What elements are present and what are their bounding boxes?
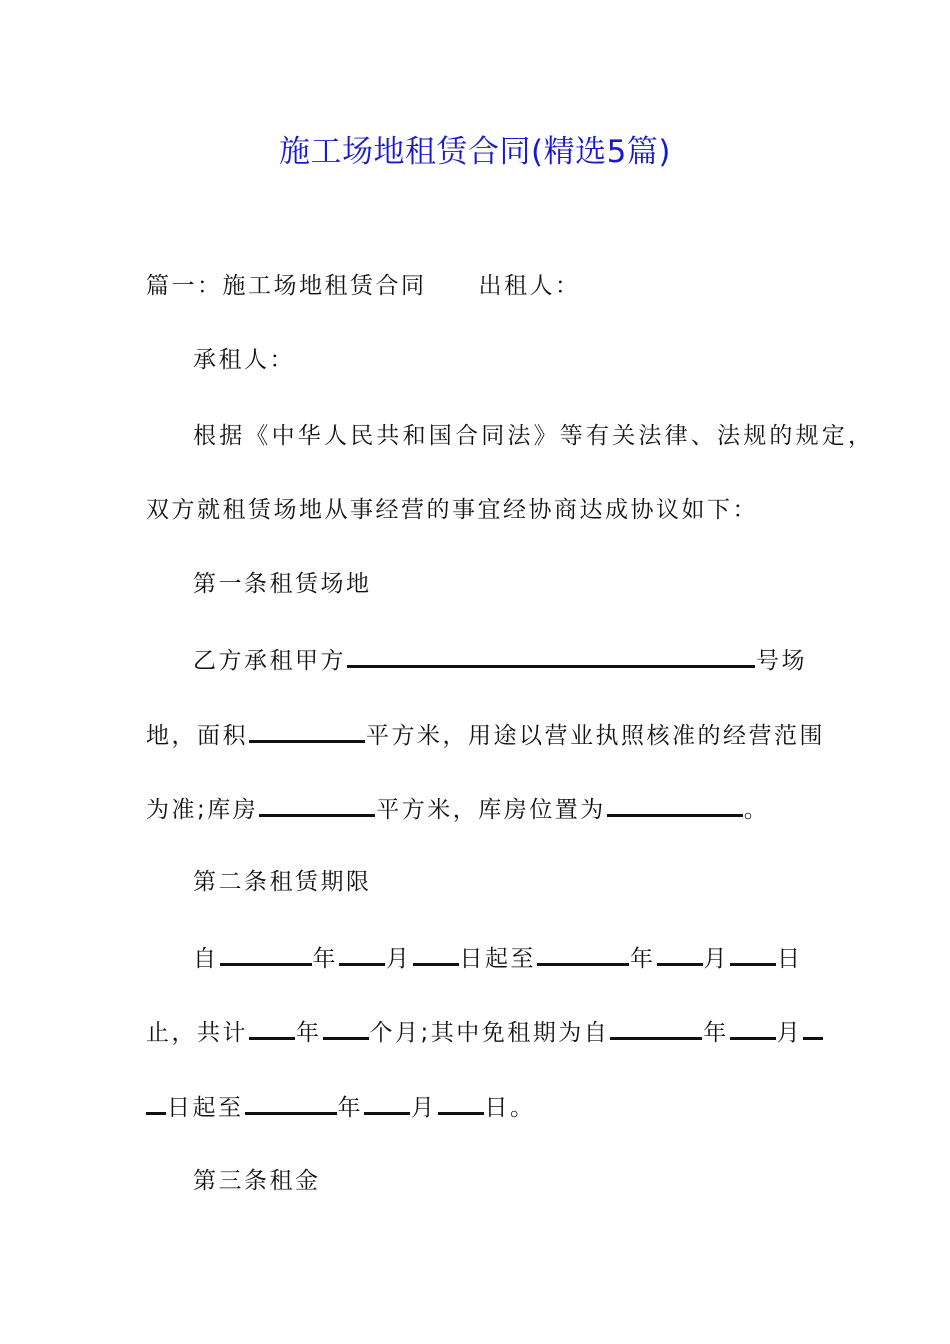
clause-text: 月 — [386, 946, 412, 972]
clause-text: 日 — [777, 946, 803, 972]
clause-text: 年 — [703, 1020, 729, 1046]
fill-blank — [146, 1090, 166, 1115]
clause-text: 年 — [337, 1095, 363, 1121]
fill-blank — [803, 1015, 823, 1040]
clause-text: 月 — [411, 1095, 437, 1121]
clause-text: 为准;库房 — [146, 797, 259, 823]
clause-text: 日起至 — [459, 946, 536, 972]
clause-text: 止，共计 — [146, 1020, 248, 1046]
clause-text: 月 — [703, 946, 729, 972]
clause-text: 日起至 — [167, 1095, 244, 1121]
clause-line — [146, 1090, 826, 1124]
article-1-heading: 第一条租赁场地 — [193, 571, 372, 597]
section-heading-line — [146, 270, 826, 302]
fill-blank — [249, 718, 365, 743]
fill-blank — [245, 1090, 337, 1115]
clause-text: 年 — [630, 946, 656, 972]
paragraph-agreement: 双方就租赁场地从事经营的事宜经协商达成协议如下： — [146, 497, 758, 523]
fill-blank — [607, 792, 743, 817]
clause-line — [146, 792, 826, 826]
article-3-heading: 第三条租金 — [193, 1168, 321, 1194]
lessor-label: 出租人： — [478, 273, 581, 299]
clause-text: 日。 — [484, 1095, 536, 1121]
clause-line — [146, 1015, 826, 1049]
article-2-heading: 第二条租赁期限 — [193, 869, 372, 895]
clause-line — [193, 643, 873, 677]
fill-blank — [339, 941, 385, 966]
fill-blank — [259, 792, 375, 817]
fill-blank — [364, 1090, 410, 1115]
fill-blank — [537, 941, 629, 966]
section-heading: 篇一：施工场地租赁合同 — [146, 273, 427, 299]
fill-blank — [413, 941, 459, 966]
clause-text: 平方米，库房位置为 — [376, 797, 606, 823]
clause-text: 平方米，用途以营业执照核准的经营范围 — [366, 723, 825, 749]
paragraph-legal-basis: 根据《中华人民共和国合同法》等有关法律、法规的规定， — [193, 423, 875, 449]
clause-text: 自 — [193, 946, 219, 972]
fill-blank — [610, 1015, 702, 1040]
clause-text: 年 — [296, 1020, 322, 1046]
lessee-label: 承租人： — [193, 347, 295, 373]
clause-text: 年 — [312, 946, 338, 972]
fill-blank — [347, 643, 755, 668]
document-title: 施工场地租赁合同(精选5篇) — [279, 134, 671, 170]
clause-text: 个月;其中免租期为自 — [369, 1020, 610, 1046]
clause-text: 月 — [776, 1020, 803, 1046]
fill-blank — [323, 1015, 369, 1040]
clause-text: 号场 — [756, 648, 807, 674]
fill-blank — [438, 1090, 484, 1115]
fill-blank — [249, 1015, 295, 1040]
clause-text: 地，面积 — [146, 723, 248, 749]
clause-text: 。 — [743, 797, 770, 823]
fill-blank — [220, 941, 312, 966]
clause-line — [193, 941, 873, 975]
fill-blank — [657, 941, 703, 966]
clause-text: 乙方承租甲方 — [193, 648, 346, 674]
fill-blank — [730, 1015, 776, 1040]
fill-blank — [730, 941, 776, 966]
clause-line — [146, 718, 826, 752]
